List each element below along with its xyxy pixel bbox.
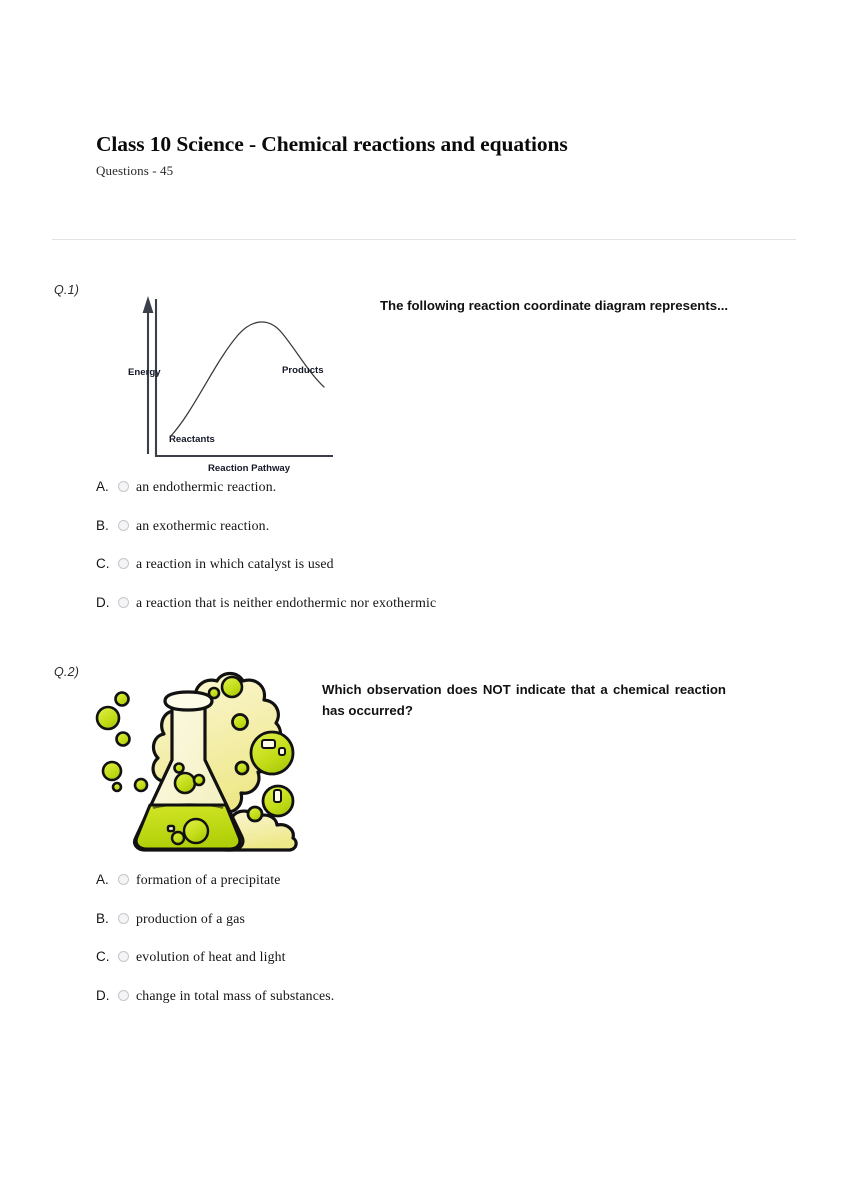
option-letter: A. [96, 872, 109, 887]
option-row[interactable] [96, 479, 436, 518]
option-letter: C. [96, 949, 110, 964]
header-divider [52, 239, 796, 240]
x-axis-label: Reaction Pathway [208, 463, 291, 474]
radio-button[interactable] [118, 520, 129, 531]
question-number-1: Q.1) [54, 283, 80, 297]
option-text: an exothermic reaction. [136, 517, 270, 533]
reaction-coordinate-diagram [128, 291, 358, 476]
option-row[interactable] [96, 518, 436, 557]
option-text: an endothermic reaction. [136, 479, 277, 494]
products-label: Products [282, 365, 324, 376]
radio-button[interactable] [118, 597, 129, 608]
reactants-label: Reactants [169, 434, 215, 445]
question-block-1 [0, 283, 848, 633]
option-row[interactable] [96, 988, 334, 1027]
y-axis-label: Energy [128, 367, 161, 378]
option-letter: B. [96, 910, 109, 926]
left-floating-bubbles [97, 693, 147, 792]
option-letter: D. [96, 987, 110, 1003]
radio-button[interactable] [118, 990, 129, 1001]
option-text: a reaction in which catalyst is used [136, 556, 334, 571]
flask-rim [165, 692, 212, 710]
option-letter: D. [96, 594, 110, 610]
option-text: a reaction that is neither endothermic nor exothermic [136, 594, 437, 610]
option-row[interactable] [96, 595, 436, 634]
options-list-2 [96, 872, 334, 1026]
option-row[interactable] [96, 911, 334, 950]
option-letter: A. [96, 479, 109, 494]
question-number-2: Q.2) [54, 665, 80, 679]
radio-button[interactable] [118, 951, 129, 962]
bubbling-flask-illustration [92, 665, 307, 860]
energy-profile-curve [170, 322, 324, 437]
option-letter: B. [96, 517, 109, 533]
document-header [96, 132, 796, 179]
radio-button[interactable] [118, 874, 129, 885]
question-text-1: The following reaction coordinate diagram represents... [380, 298, 729, 313]
option-text: production of a gas [136, 910, 245, 926]
option-row[interactable] [96, 556, 436, 595]
options-list-1 [96, 479, 436, 633]
option-text: evolution of heat and light [136, 949, 286, 964]
question-count-label: Questions - 45 [96, 163, 174, 179]
option-letter: C. [96, 556, 110, 571]
question-text-2: Which observation does NOT indicate that a chemical reaction has occurred? [322, 682, 726, 719]
radio-button[interactable] [118, 481, 129, 492]
option-text: formation of a precipitate [136, 872, 281, 887]
page-title: Class 10 Science - Chemical reactions and equations [96, 132, 568, 156]
question-block-2 [0, 665, 848, 1025]
option-text: change in total mass of substances. [136, 987, 335, 1003]
option-row[interactable] [96, 949, 334, 988]
radio-button[interactable] [118, 558, 129, 569]
option-row[interactable] [96, 872, 334, 911]
radio-button[interactable] [118, 913, 129, 924]
